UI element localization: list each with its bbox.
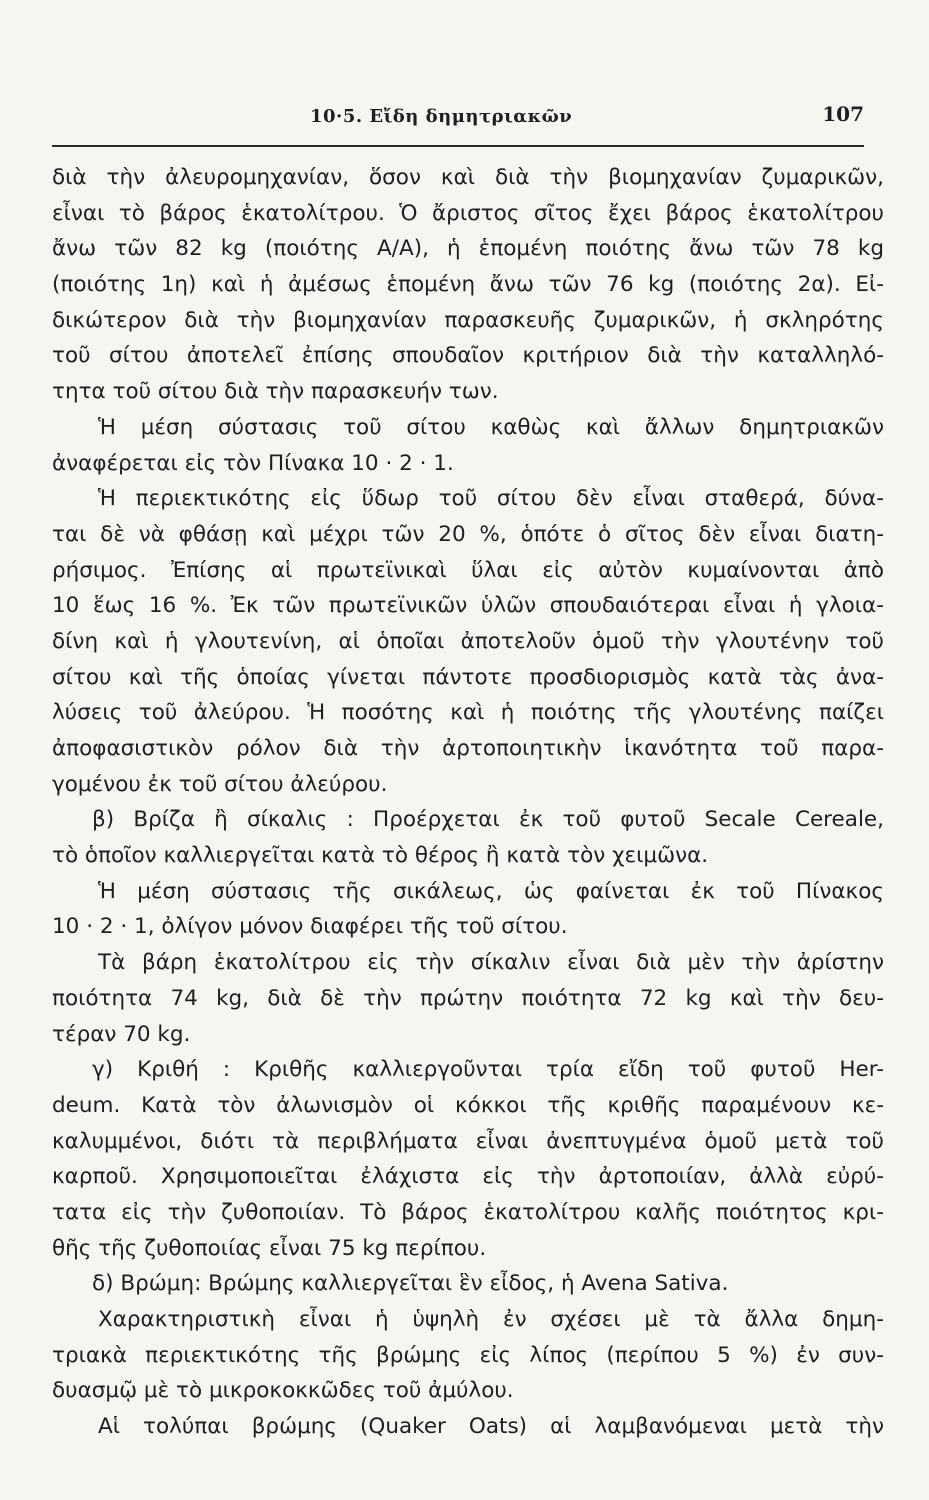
text-line: Ἡ μέση σύστασις τῆς σικάλεως, ὡς φαίνεται ἐκ τοῦ Πίνακος [98, 878, 884, 904]
text-line: σίτου καὶ τῆς ὁποίας γίνεται πάντοτε προσδιορισμὸς κατὰ τὰς ἀνα- [52, 664, 884, 690]
text-line: Αἱ τολύπαι βρώμης (Quaker Oats) αἱ λαμβανόμεναι μετὰ τὴν [98, 1414, 884, 1440]
text-line: διὰ τὴν ἀλευρομηχανίαν, ὅσον καὶ διὰ τὴν βιομηχανίαν ζυμαρικῶν, [52, 165, 884, 190]
text-line: γομένου ἐκ τοῦ σίτου ἀλεύρου. [52, 771, 388, 797]
text-line: λύσεις τοῦ ἀλεύρου. Ἡ ποσότης καὶ ἡ ποιότης τῆς γλουτένης παίζει [52, 700, 884, 726]
text-line: 10 ἕως 16 %. Ἐκ τῶν πρωτεϊνικῶν ὑλῶν σπουδαιότεραι εἶναι ἡ γλοια- [52, 593, 884, 619]
text-line: ἀποφασιστικὸν ρόλον διὰ τὴν ἀρτοποιητικὴν ἱκανότητα τοῦ παρα- [52, 736, 884, 761]
text-line: θῆς τῆς ζυθοποιίας εἶναι 75 kg περίπου. [52, 1235, 487, 1261]
section-title: 10·5. Εἴδη δημητριακῶν [310, 106, 573, 127]
text-line: δυασμῷ μὲ τὸ μικροκοκκῶδες τοῦ ἀμύλου. [52, 1378, 514, 1404]
subsection-line-oats: δ) Βρώμη: Βρώμης καλλιεργεῖται ἓν εἶδος, ἡ Avena Sativa. [92, 1271, 729, 1297]
text-line: καρποῦ. Χρησιμοποιεῖται ἐλάχιστα εἰς τὴν ἀρτοποιίαν, ἀλλὰ εὐρύ- [52, 1164, 884, 1190]
text-line: τέραν 70 kg. [52, 1021, 191, 1047]
text-line: ποιότητα 74 kg, διὰ δὲ τὴν πρώτην ποιότητα 72 kg καὶ τὴν δευ- [52, 985, 884, 1011]
text-line: Τὰ βάρη ἑκατολίτρου εἰς τὴν σίκαλιν εἶναι διὰ μὲν τὴν ἀρίστην [98, 950, 884, 976]
text-line: Χαρακτηριστικὴ εἶναι ἡ ὑψηλὴ ἐν σχέσει μὲ τὰ ἄλλα δημη- [98, 1307, 884, 1332]
text-line: ἀναφέρεται εἰς τὸν Πίνακα 10 · 2 · 1. [52, 450, 454, 476]
text-line: Ἡ μέση σύστασις τοῦ σίτου καθὼς καὶ ἄλλων δημητριακῶν [98, 414, 884, 440]
running-head [52, 98, 866, 136]
text-line: ται δὲ νὰ φθάσῃ καὶ μέχρι τῶν 20 %, ὁπότε ὁ σῖτος δὲν εἶναι διατη- [52, 521, 884, 547]
text-line: τοῦ σίτου ἀποτελεῖ ἐπίσης σπουδαῖον κριτήριον διὰ τὴν καταλληλό- [52, 343, 884, 369]
text-line: εἶναι τὸ βάρος ἑκατολίτρου. Ὁ ἄριστος σῖτος ἔχει βάρος ἑκατολίτρου [52, 200, 884, 226]
body-text [52, 160, 884, 1445]
text-line: δίνη καὶ ἡ γλουτενίνη, αἱ ὁποῖαι ἀποτελοῦν ὁμοῦ τὴν γλουτένην τοῦ [52, 628, 884, 654]
text-line: ρήσιμος. Ἐπίσης αἱ πρωτεϊνικαὶ ὕλαι εἰς αὐτὸν κυμαίνονται ἀπὸ [52, 557, 884, 583]
text-line: τητα τοῦ σίτου διὰ τὴν παρασκευήν των. [52, 379, 499, 405]
subsection-line-rye: β) Βρίζα ἢ σίκαλις : Προέρχεται ἐκ τοῦ φυτοῦ Secale Cereale, [92, 807, 884, 833]
text-line: (ποιότης 1η) καὶ ἡ ἀμέσως ἑπομένη ἄνω τῶν 76 kg (ποιότης 2α). Εἰ- [52, 272, 884, 298]
subsection-line-barley: γ) Κριθή : Κριθῆς καλλιεργοῦνται τρία εἴδη τοῦ φυτοῦ Her- [92, 1057, 884, 1083]
text-line: deum. Κατὰ τὸν ἀλωνισμὸν οἱ κόκκοι τῆς κριθῆς παραμένουν κε- [52, 1092, 884, 1118]
page-number: 107 [822, 102, 864, 126]
text-line: τατα εἰς τὴν ζυθοποιίαν. Τὸ βάρος ἑκατολίτρου καλῆς ποιότητος κρι- [52, 1199, 884, 1225]
text-line: δικώτερον διὰ τὴν βιομηχανίαν παρασκευῆς ζυμαρικῶν, ἡ σκληρότης [52, 307, 884, 333]
text-line: ἄνω τῶν 82 kg (ποιότης Α/Α), ἡ ἑπομένη ποιότης ἄνω τῶν 78 kg [52, 236, 884, 262]
text-line: τὸ ὁποῖον καλλιεργεῖται κατὰ τὸ θέρος ἢ κατὰ τὸν χειμῶνα. [52, 843, 709, 869]
text-line: Ἡ περιεκτικότης εἰς ὕδωρ τοῦ σίτου δὲν εἶναι σταθερά, δύνα- [98, 486, 884, 512]
text-line: 10 · 2 · 1, ὀλίγον μόνον διαφέρει τῆς τοῦ σίτου. [52, 914, 568, 940]
text-line: τριακὰ περιεκτικότης τῆς βρώμης εἰς λίπος (περίπου 5 %) ἐν συν- [52, 1342, 884, 1368]
header-rule [52, 145, 864, 147]
text-line: καλυμμένοι, διότι τὰ περιβλήματα εἶναι ἀνεπτυγμένα ὁμοῦ μετὰ τοῦ [52, 1128, 884, 1154]
